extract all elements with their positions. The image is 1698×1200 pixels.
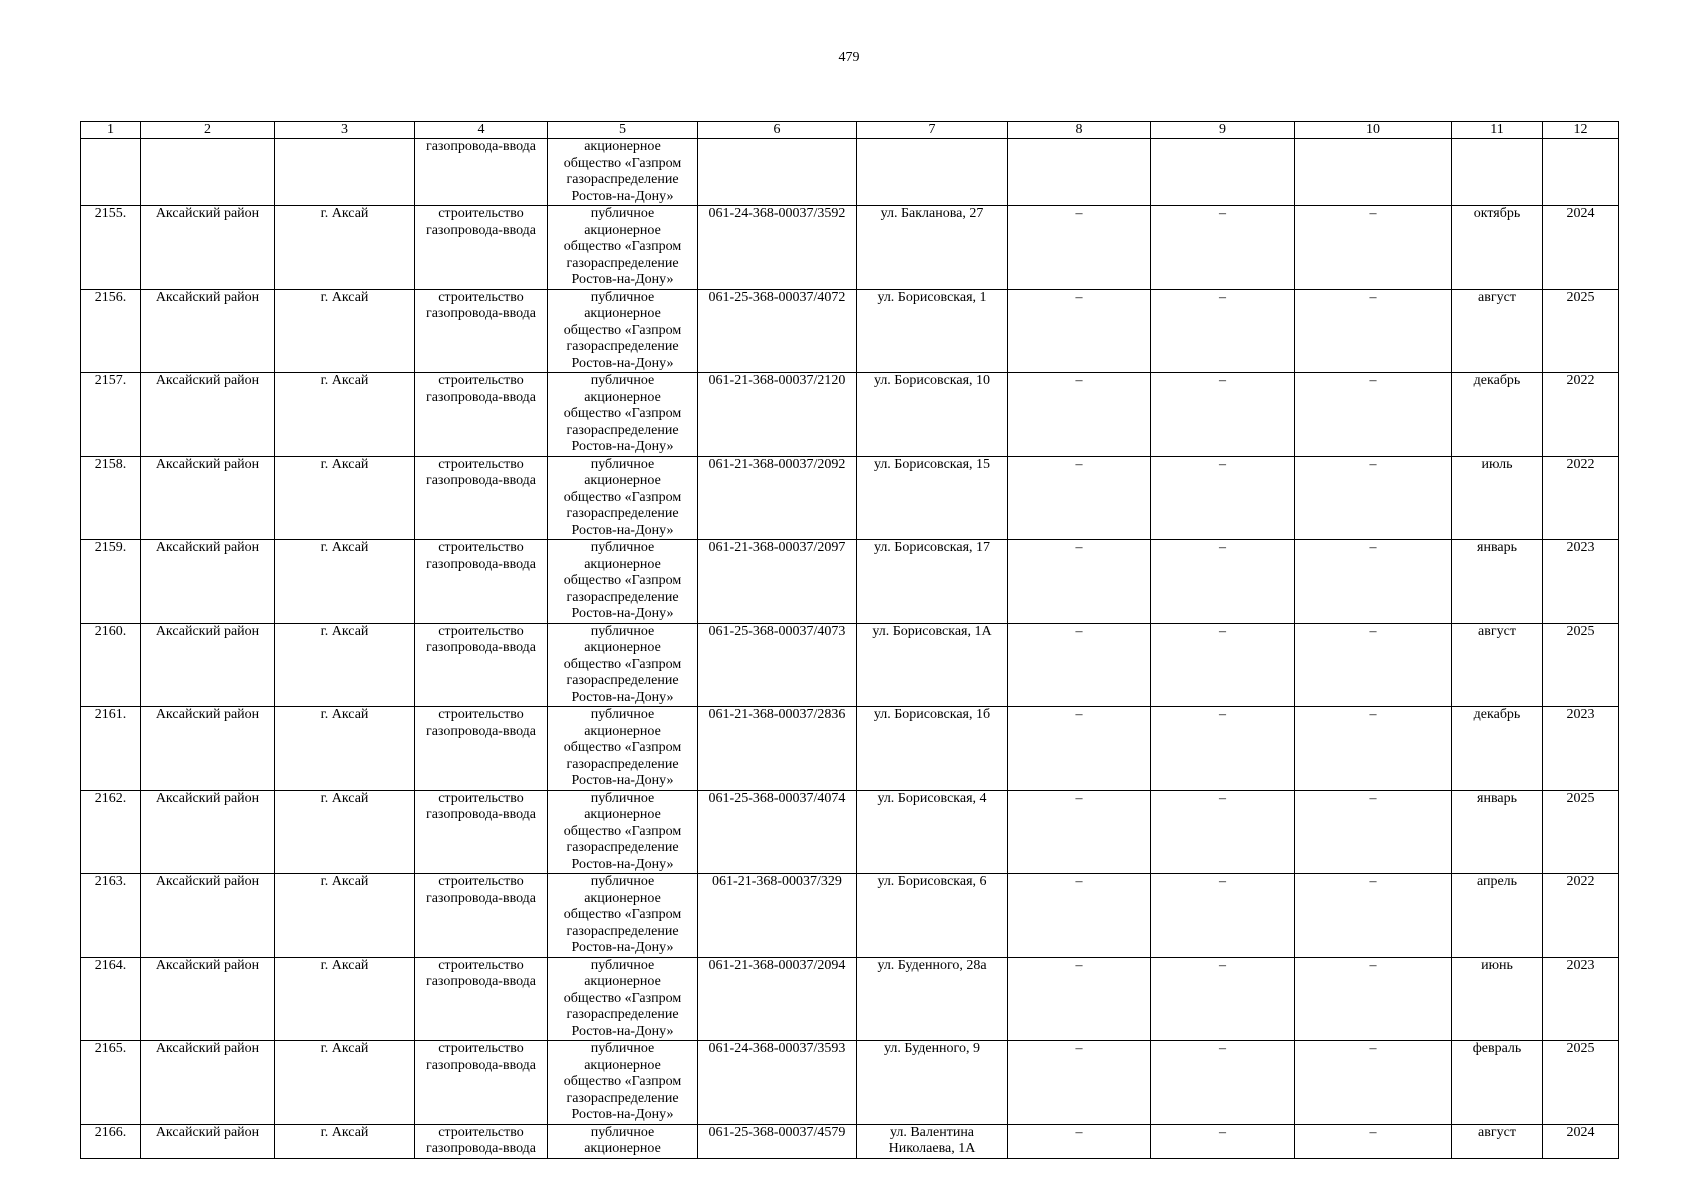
month-cell: апрель [1452,874,1543,958]
district-cell: Аксайский район [141,206,275,290]
table-row [81,206,1619,290]
organization-cell: публичное акционерное общество «Газпром газораспределение Ростов-на-Дону» [548,373,698,457]
address-cell: ул. Борисовская, 1 [857,289,1008,373]
column-8-cell: – [1008,707,1151,791]
column-10-cell: – [1295,790,1452,874]
table-row [81,957,1619,1041]
column-header: 12 [1543,122,1619,139]
column-8-cell: – [1008,874,1151,958]
column-9-cell: – [1151,623,1295,707]
year-cell: 2023 [1543,707,1619,791]
column-header: 9 [1151,122,1295,139]
column-9-cell: – [1151,456,1295,540]
row-number-cell: 2163. [81,874,141,958]
address-cell: ул. Буденного, 9 [857,1041,1008,1125]
column-8-cell: – [1008,1041,1151,1125]
city-cell: г. Аксай [275,373,415,457]
table-row [81,1041,1619,1125]
organization-cell: публичное акционерное общество «Газпром газораспределение Ростов-на-Дону» [548,206,698,290]
row-number-cell: 2158. [81,456,141,540]
table-row [81,874,1619,958]
organization-cell: публичное акционерное общество «Газпром газораспределение Ростов-на-Дону» [548,540,698,624]
year-cell: 2024 [1543,1124,1619,1158]
address-cell: ул. Борисовская, 1б [857,707,1008,791]
column-9-cell: – [1151,1041,1295,1125]
registry-code-cell: 061-25-368-00037/4074 [698,790,857,874]
row-number-cell: 2161. [81,707,141,791]
registry-code-cell: 061-25-368-00037/4579 [698,1124,857,1158]
month-cell: август [1452,1124,1543,1158]
organization-cell: публичное акционерное общество «Газпром газораспределение Ростов-на-Дону» [548,707,698,791]
district-cell: Аксайский район [141,456,275,540]
column-9-cell: – [1151,957,1295,1041]
column-8-cell: – [1008,540,1151,624]
organization-cell: публичное акционерное общество «Газпром газораспределение Ростов-на-Дону» [548,1041,698,1125]
work-type-cell: строительство газопровода-ввода [415,1124,548,1158]
registry-table [80,121,1619,1159]
column-8-cell: – [1008,373,1151,457]
column-9-cell: – [1151,373,1295,457]
month-cell: июнь [1452,957,1543,1041]
row-number-cell: 2159. [81,540,141,624]
work-type-cell: строительство газопровода-ввода [415,540,548,624]
organization-cell: публичное акционерное общество «Газпром газораспределение Ростов-на-Дону» [548,456,698,540]
column-10-cell: – [1295,206,1452,290]
city-cell: г. Аксай [275,874,415,958]
work-type-cell: строительство газопровода-ввода [415,790,548,874]
organization-cell: публичное акционерное общество «Газпром газораспределение Ростов-на-Дону» [548,874,698,958]
work-type-cell: строительство газопровода-ввода [415,957,548,1041]
page-number: 479 [838,50,860,65]
column-10-cell: – [1295,456,1452,540]
city-cell: г. Аксай [275,623,415,707]
work-type-cell: строительство газопровода-ввода [415,206,548,290]
year-cell: 2022 [1543,373,1619,457]
work-type-cell: газопровода-ввода [415,139,548,206]
year-cell: 2025 [1543,623,1619,707]
work-type-cell: строительство газопровода-ввода [415,289,548,373]
work-type-cell: строительство газопровода-ввода [415,623,548,707]
table-row [81,456,1619,540]
work-type-cell: строительство газопровода-ввода [415,456,548,540]
city-cell: г. Аксай [275,707,415,791]
registry-code-cell: 061-25-368-00037/4073 [698,623,857,707]
work-type-cell: строительство газопровода-ввода [415,707,548,791]
row-number-cell: 2156. [81,289,141,373]
city-cell: г. Аксай [275,790,415,874]
district-cell: Аксайский район [141,957,275,1041]
address-cell: ул. Валентина Николаева, 1А [857,1124,1008,1158]
year-cell: 2023 [1543,957,1619,1041]
district-cell: Аксайский район [141,373,275,457]
year-cell: 2025 [1543,790,1619,874]
registry-code-cell: 061-21-368-00037/329 [698,874,857,958]
city-cell: г. Аксай [275,289,415,373]
column-10-cell: – [1295,540,1452,624]
year-cell: 2025 [1543,1041,1619,1125]
city-cell: г. Аксай [275,456,415,540]
column-10-cell: – [1295,373,1452,457]
year-cell: 2025 [1543,289,1619,373]
district-cell: Аксайский район [141,1041,275,1125]
month-cell: февраль [1452,1041,1543,1125]
city-cell: г. Аксай [275,1041,415,1125]
column-header: 10 [1295,122,1452,139]
column-header: 8 [1008,122,1151,139]
row-number-cell: 2162. [81,790,141,874]
table-row [81,1124,1619,1158]
column-header: 6 [698,122,857,139]
table-row [81,540,1619,624]
year-cell: 2024 [1543,206,1619,290]
column-8-cell: – [1008,206,1151,290]
registry-code-cell: 061-21-368-00037/2094 [698,957,857,1041]
city-cell: г. Аксай [275,206,415,290]
district-cell: Аксайский район [141,707,275,791]
year-cell: 2022 [1543,456,1619,540]
address-cell: ул. Борисовская, 6 [857,874,1008,958]
city-cell: г. Аксай [275,1124,415,1158]
column-8-cell: – [1008,623,1151,707]
organization-cell: публичное акционерное [548,1124,698,1158]
column-8-cell: – [1008,1124,1151,1158]
row-number-cell: 2164. [81,957,141,1041]
column-9-cell: – [1151,540,1295,624]
column-header: 1 [81,122,141,139]
continuation-row [81,139,1619,206]
work-type-cell: строительство газопровода-ввода [415,1041,548,1125]
month-cell: декабрь [1452,707,1543,791]
row-number-cell: 2157. [81,373,141,457]
registry-code-cell: 061-21-368-00037/2836 [698,707,857,791]
column-8-cell: – [1008,790,1151,874]
column-10-cell: – [1295,623,1452,707]
address-cell: ул. Буденного, 28а [857,957,1008,1041]
column-9-cell: – [1151,206,1295,290]
row-number-cell: 2165. [81,1041,141,1125]
district-cell: Аксайский район [141,1124,275,1158]
table-row [81,707,1619,791]
district-cell: Аксайский район [141,623,275,707]
organization-cell: акционерное общество «Газпром газораспределение Ростов-на-Дону» [548,139,698,206]
address-cell: ул. Борисовская, 10 [857,373,1008,457]
column-8-cell: – [1008,289,1151,373]
column-10-cell: – [1295,874,1452,958]
registry-code-cell: 061-25-368-00037/4072 [698,289,857,373]
month-cell: июль [1452,456,1543,540]
column-9-cell: – [1151,289,1295,373]
month-cell: январь [1452,540,1543,624]
address-cell: ул. Бакланова, 27 [857,206,1008,290]
column-number-row [81,122,1619,139]
address-cell: ул. Борисовская, 1А [857,623,1008,707]
column-header: 7 [857,122,1008,139]
address-cell: ул. Борисовская, 15 [857,456,1008,540]
row-number-cell: 2155. [81,206,141,290]
city-cell: г. Аксай [275,540,415,624]
column-9-cell: – [1151,790,1295,874]
registry-code-cell: 061-24-368-00037/3593 [698,1041,857,1125]
address-cell: ул. Борисовская, 4 [857,790,1008,874]
registry-code-cell: 061-21-368-00037/2097 [698,540,857,624]
month-cell: август [1452,289,1543,373]
year-cell: 2023 [1543,540,1619,624]
column-8-cell: – [1008,456,1151,540]
table-row [81,373,1619,457]
work-type-cell: строительство газопровода-ввода [415,373,548,457]
column-header: 2 [141,122,275,139]
column-9-cell: – [1151,1124,1295,1158]
column-header: 3 [275,122,415,139]
month-cell: декабрь [1452,373,1543,457]
column-10-cell: – [1295,1041,1452,1125]
column-9-cell: – [1151,707,1295,791]
column-header: 4 [415,122,548,139]
column-9-cell: – [1151,874,1295,958]
month-cell: август [1452,623,1543,707]
district-cell: Аксайский район [141,874,275,958]
table-row [81,289,1619,373]
address-cell: ул. Борисовская, 17 [857,540,1008,624]
column-10-cell: – [1295,289,1452,373]
table-row [81,790,1619,874]
column-header: 5 [548,122,698,139]
column-10-cell: – [1295,707,1452,791]
registry-code-cell: 061-24-368-00037/3592 [698,206,857,290]
organization-cell: публичное акционерное общество «Газпром газораспределение Ростов-на-Дону» [548,289,698,373]
organization-cell: публичное акционерное общество «Газпром газораспределение Ростов-на-Дону» [548,623,698,707]
month-cell: январь [1452,790,1543,874]
registry-code-cell: 061-21-368-00037/2092 [698,456,857,540]
district-cell: Аксайский район [141,540,275,624]
column-10-cell: – [1295,1124,1452,1158]
column-8-cell: – [1008,957,1151,1041]
column-header: 11 [1452,122,1543,139]
month-cell: октябрь [1452,206,1543,290]
registry-code-cell: 061-21-368-00037/2120 [698,373,857,457]
district-cell: Аксайский район [141,289,275,373]
column-10-cell: – [1295,957,1452,1041]
district-cell: Аксайский район [141,790,275,874]
row-number-cell: 2160. [81,623,141,707]
work-type-cell: строительство газопровода-ввода [415,874,548,958]
city-cell: г. Аксай [275,957,415,1041]
table-row [81,623,1619,707]
organization-cell: публичное акционерное общество «Газпром газораспределение Ростов-на-Дону» [548,790,698,874]
row-number-cell: 2166. [81,1124,141,1158]
organization-cell: публичное акционерное общество «Газпром газораспределение Ростов-на-Дону» [548,957,698,1041]
year-cell: 2022 [1543,874,1619,958]
